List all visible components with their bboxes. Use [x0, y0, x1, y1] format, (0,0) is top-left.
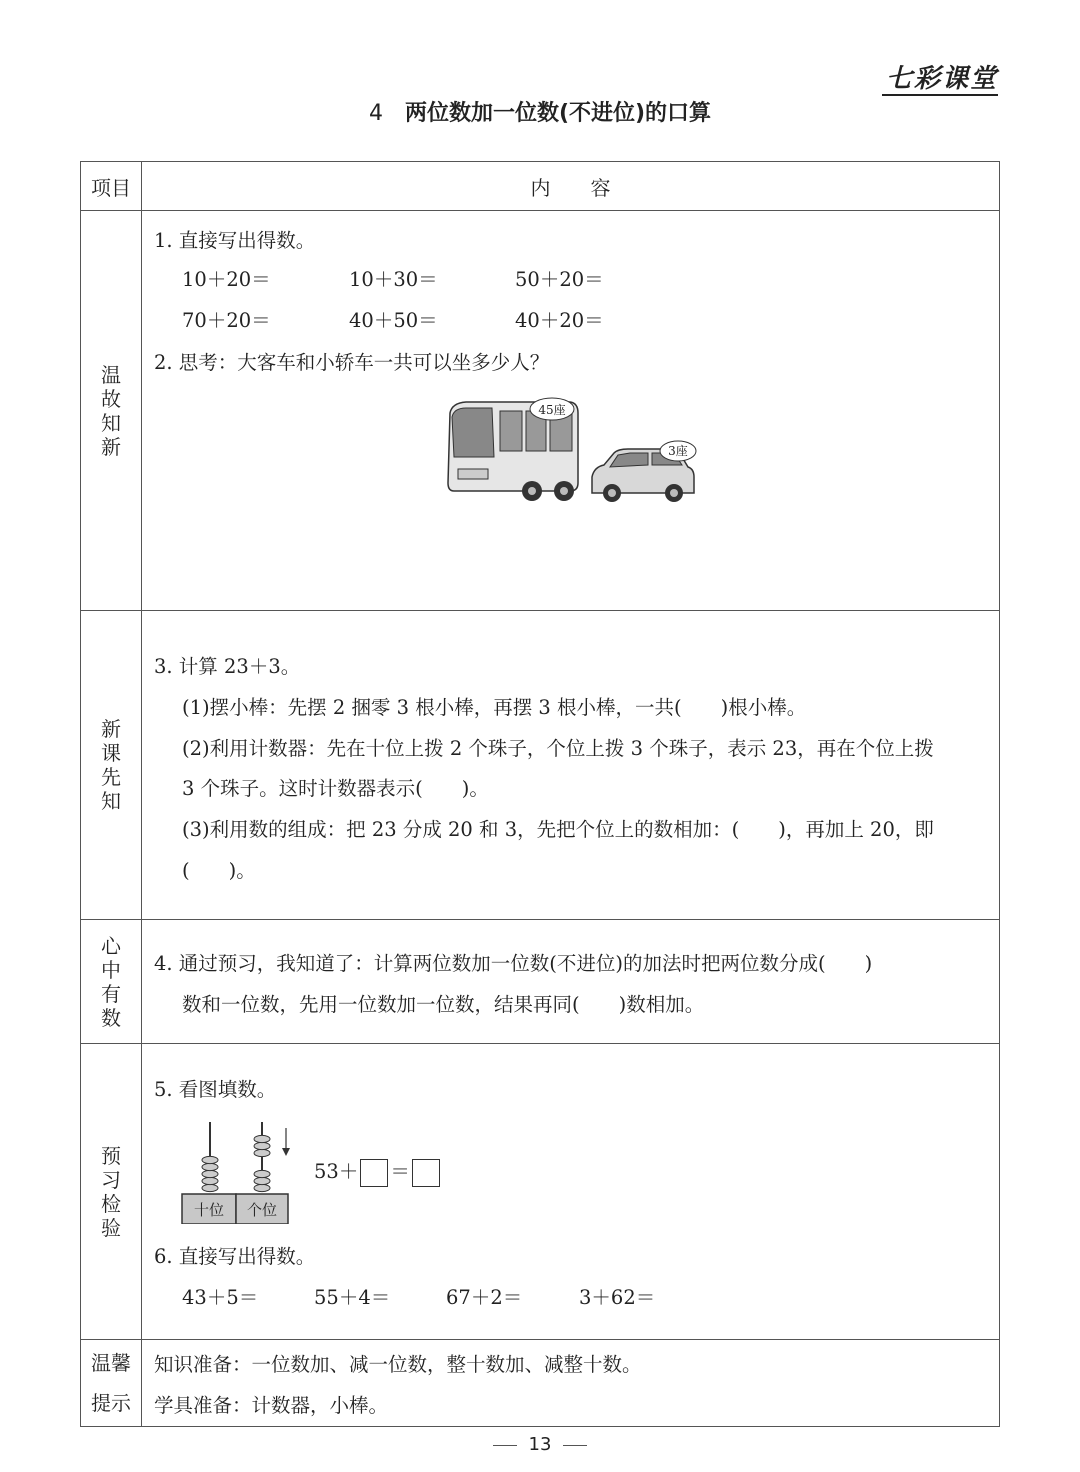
q5-equation	[314, 1156, 442, 1187]
q1-item: 40＋50＝	[349, 309, 438, 332]
q1-item: 10＋20＝	[182, 268, 271, 291]
page-number-text: 13	[528, 1434, 552, 1455]
bus-seat-label: 45座	[538, 403, 566, 417]
ones-label: 个位	[246, 1201, 278, 1219]
section-check-content	[142, 1044, 1000, 1340]
lesson-table	[80, 161, 1000, 1427]
section-check	[81, 1044, 1000, 1340]
q4-line1: 4. 通过预习，我知道了：计算两位数加一位数(不进位)的加法时把两位数分成( )	[154, 952, 873, 975]
header-item-label: 项目	[91, 175, 131, 200]
section-preview-label: 新课先知	[101, 717, 121, 813]
tens-beads	[202, 1156, 218, 1191]
section-tips-label-cell	[81, 1340, 142, 1427]
page-title	[0, 96, 1080, 127]
abacus-illustration	[180, 1114, 300, 1224]
q1-title: 1. 直接写出得数。	[154, 229, 316, 252]
section-summary	[81, 920, 1000, 1044]
q5-eq-mid: ＝	[390, 1160, 410, 1183]
page-number	[0, 1434, 1080, 1455]
page-dash-left	[493, 1445, 517, 1446]
tips-line2: 学具准备：计数器，小棒。	[154, 1394, 389, 1417]
q3-part3-line1: (3)利用数的组成：把 23 分成 20 和 3，先把个位上的数相加：( )，再加上 20，即	[182, 818, 934, 841]
q3-part2-line2: 3 个珠子。这时计数器表示( )。	[182, 777, 489, 800]
section-summary-content	[142, 920, 1000, 1044]
table-header-row	[81, 162, 1000, 211]
q6-title: 6. 直接写出得数。	[154, 1245, 316, 1268]
header-item-cell	[81, 162, 142, 211]
bus-and-car-illustration	[442, 397, 702, 509]
section-summary-label: 心中有数	[101, 933, 121, 1030]
section-tips-content	[142, 1340, 1000, 1427]
section-review	[81, 211, 1000, 611]
q1-item: 70＋20＝	[182, 309, 271, 332]
q5-eq-left: 53＋	[314, 1160, 359, 1183]
lesson-title: 两位数加一位数(不进位)的口算	[404, 101, 712, 126]
section-summary-label-cell	[81, 920, 142, 1044]
car-seat-label: 3座	[668, 444, 688, 458]
header-content-label: 内 容	[530, 175, 611, 200]
q1-item: 10＋30＝	[349, 268, 438, 291]
section-review-content	[142, 211, 1000, 611]
section-preview-label-cell	[81, 611, 142, 920]
q6-item: 55＋4＝	[314, 1286, 391, 1309]
section-check-label: 预习检验	[101, 1143, 121, 1240]
section-check-label-cell	[81, 1044, 142, 1340]
header-content-cell	[142, 162, 1000, 211]
q2-title: 2. 思考：大客车和小轿车一共可以坐多少人？	[154, 351, 550, 374]
q3-title: 3. 计算 23＋3。	[154, 655, 301, 678]
answer-box-2[interactable]	[412, 1159, 440, 1187]
brand-text: 七彩课堂	[885, 64, 998, 94]
arrow-down-icon	[282, 1128, 290, 1156]
section-review-label: 温故知新	[101, 362, 121, 459]
q3-part1: (1)摆小棒：先摆 2 捆零 3 根小棒，再摆 3 根小棒，一共( )根小棒。	[182, 696, 807, 719]
q4-line2: 数和一位数，先用一位数加一位数，结果再同( )数相加。	[182, 993, 705, 1016]
q6-item: 43＋5＝	[182, 1286, 259, 1309]
tips-line1: 知识准备：一位数加、减一位数，整十数加、减整十数。	[154, 1353, 642, 1376]
q3-part2-line1: (2)利用计数器：先在十位上拨 2 个珠子，个位上拨 3 个珠子，表示 23，再在个位上拨	[182, 737, 934, 760]
section-review-label-cell	[81, 211, 142, 611]
page-dash-right	[563, 1445, 587, 1446]
q3-part3-line2: ( )。	[182, 859, 256, 882]
section-preview-content	[142, 611, 1000, 920]
q6-item: 3＋62＝	[579, 1286, 656, 1309]
q1-item: 50＋20＝	[515, 268, 604, 291]
section-tips-label: 温馨提示	[91, 1351, 131, 1415]
brand-logo	[886, 58, 998, 95]
q5-title: 5. 看图填数。	[154, 1078, 277, 1101]
lesson-number: 4	[368, 101, 383, 126]
answer-box-1[interactable]	[360, 1159, 388, 1187]
q1-item: 40＋20＝	[515, 309, 604, 332]
tens-label: 十位	[193, 1201, 225, 1219]
q6-item: 67＋2＝	[446, 1286, 523, 1309]
section-tips	[81, 1340, 1000, 1427]
section-preview	[81, 611, 1000, 920]
